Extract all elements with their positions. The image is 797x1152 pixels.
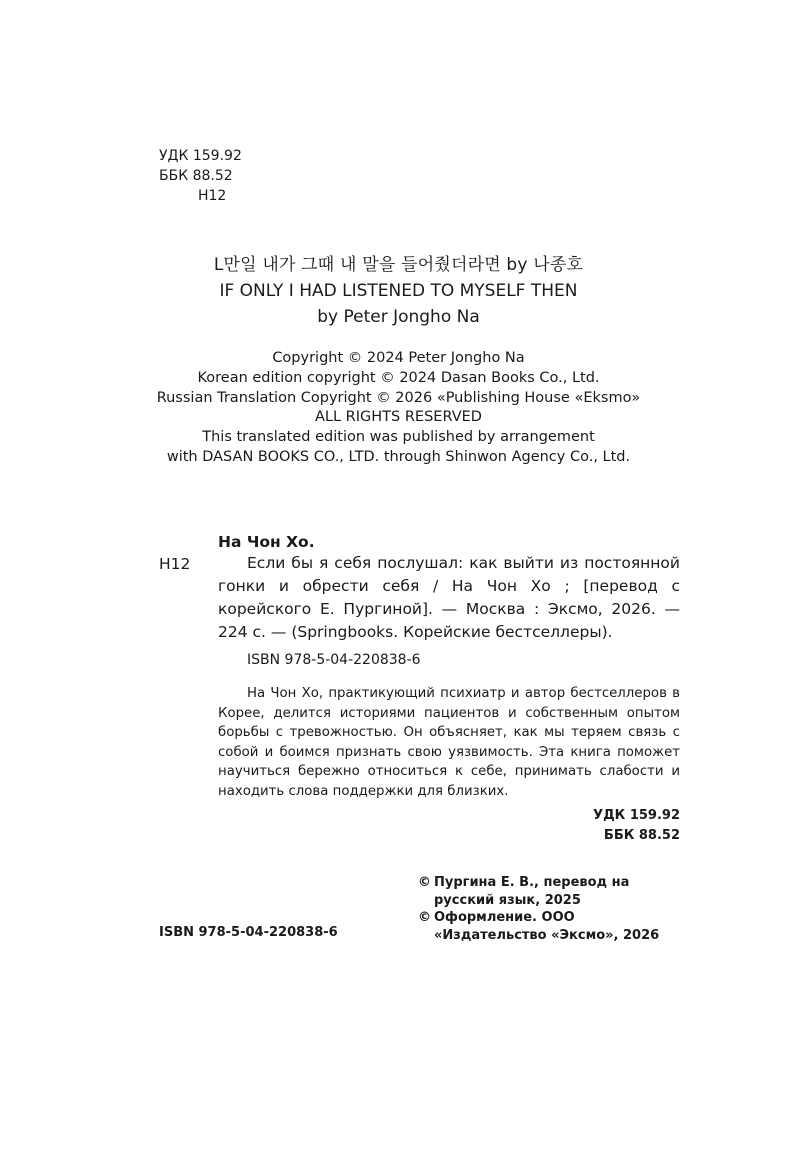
korean-title: L만일 내가 그때 내 말을 들어줬더라면 by 나종호: [213, 255, 584, 275]
catalog-description-text: Если бы я себя послушал: как выйти из постоянной гонки и обрести себя / На Чон Хо ; [перевод с корейского Е. Пургиной]. — Москва : Эксмо, 2026. — 224 с. — (Springbooks. Корейские бестселлеры).: [218, 554, 680, 641]
catalog-description: [218, 552, 680, 644]
classification-codes: [159, 146, 242, 206]
catalog-cutter: Н12: [159, 555, 191, 573]
credit-item: [418, 874, 683, 909]
copyright-line: Korean edition copyright © 2024 Dasan Books Co., Ltd.: [197, 369, 600, 386]
copyright-line: Copyright © 2024 Peter Jongho Na: [272, 350, 525, 366]
copyright-line: with DASAN BOOKS CO., LTD. through Shinwon Agency Co., Ltd.: [166, 448, 631, 465]
catalog-author-heading: На Чон Хо.: [218, 533, 315, 551]
copyright-line: ALL RIGHTS RESERVED: [315, 409, 482, 426]
catalog-annotation-text: На Чон Хо, практикующий психиатр и автор бестселлеров в Корее, делится историями пациентов и собственным опытом борьбы с тревожностью. Он объясняет, как мы теряем связь с собой и боимся признать свою уязвимость. Эта книга поможет научиться бережно относиться к себе, принимать слабости и находить слова поддержки для близких.: [218, 686, 680, 799]
original-title-block: [0, 252, 797, 330]
credit-text: Пургина Е. В., перевод на русский язык, 2025: [434, 875, 630, 908]
copyright-block: [0, 349, 797, 468]
credit-item: [418, 909, 683, 944]
english-title: IF ONLY I HAD LISTENED TO MYSELF THEN: [219, 281, 578, 301]
catalog-udk: УДК 159.92: [593, 808, 680, 823]
cutter-code: Н12: [198, 188, 227, 204]
catalog-annotation: [218, 684, 680, 802]
udk-code: УДК 159.92: [159, 148, 242, 164]
footer-isbn: ISBN 978-5-04-220838-6: [159, 925, 338, 940]
bbk-code: ББК 88.52: [159, 168, 233, 184]
copyright-symbol: ©: [418, 910, 431, 926]
credit-text: Оформление. ООО «Издательство «Эксмо», 2026: [434, 910, 660, 943]
copyright-line: This translated edition was published by arrangement: [202, 429, 595, 446]
copyright-symbol: ©: [418, 875, 431, 890]
catalog-isbn: ISBN 978-5-04-220838-6: [247, 652, 421, 668]
copyright-line: Russian Translation Copyright © 2026 «Publishing House «Eksmo»: [156, 389, 641, 406]
footer-credits: [418, 874, 683, 944]
english-author: by Peter Jongho Na: [317, 307, 480, 327]
catalog-codes: [560, 806, 680, 846]
catalog-bbk: ББК 88.52: [603, 828, 680, 843]
